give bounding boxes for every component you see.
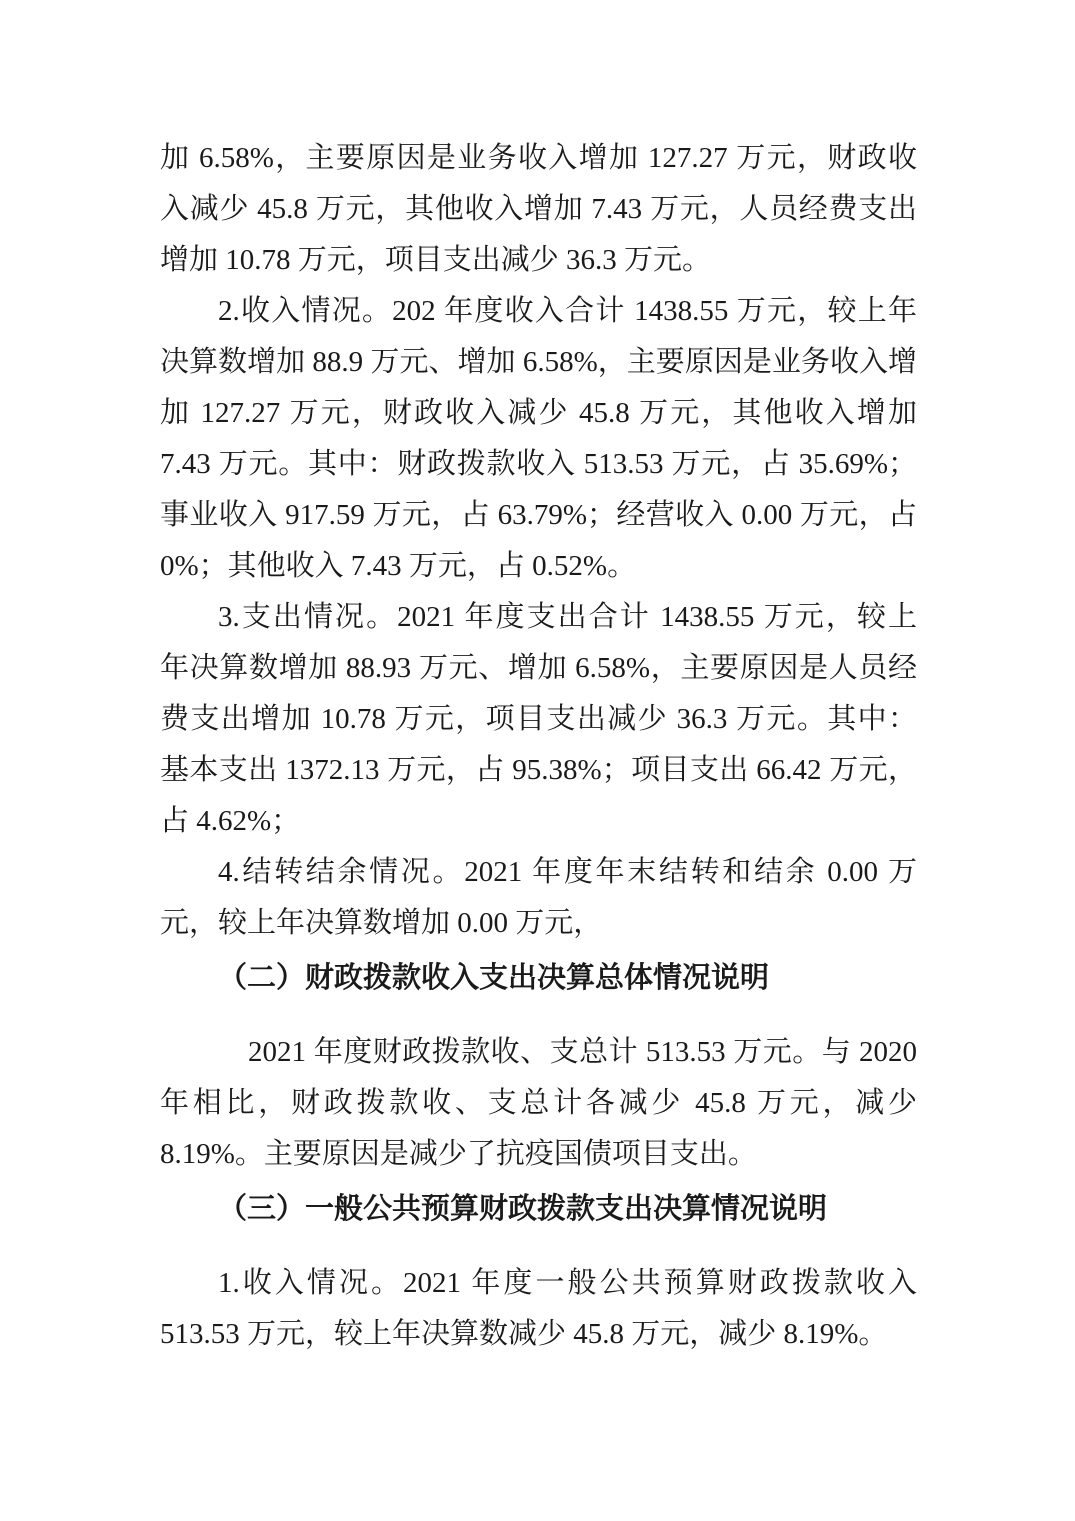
text-line: 年相比，财政拨款收、支总计各减少 45.8 万元，减少 [160,1087,917,1119]
text-line: 2021 年度财政拨款收、支总计 513.53 万元。与 2020 [248,1036,917,1068]
text-line: 加 127.27 万元，财政收入减少 45.8 万元，其他收入增加 [160,397,917,429]
text-line: 年决算数增加 88.93 万元、增加 6.58%，主要原因是人员经 [160,652,917,684]
text-line: 7.43 万元。其中：财政拨款收入 513.53 万元，占 35.69%； [160,448,917,480]
text-line: 3.支出情况。2021 年度支出合计 1438.55 万元，较上 [218,601,917,633]
document-body [160,133,917,1360]
text-line: 元，较上年决算数增加 0.00 万元， [160,907,603,939]
section-heading: （二）财政拨款收入支出决算总体情况说明 [218,962,770,994]
text-line: 基本支出 1372.13 万元，占 95.38%；项目支出 66.42 万元， [160,754,917,786]
text-line: 8.19%。主要原因是减少了抗疫国债项目支出。 [160,1138,757,1170]
text-line: 1.收入情况。2021 年度一般公共预算财政拨款收入 [218,1267,917,1299]
text-line: 决算数增加 88.9 万元、增加 6.58%，主要原因是业务收入增 [160,346,917,378]
text-line: 费支出增加 10.78 万元，项目支出减少 36.3 万元。其中： [160,703,917,735]
text-line: 入减少 45.8 万元，其他收入增加 7.43 万元，人员经费支出 [160,193,917,225]
text-line: 加 6.58%，主要原因是业务收入增加 127.27 万元，财政收 [160,142,917,174]
text-line: 占 4.62%； [160,805,301,837]
text-line: 事业收入 917.59 万元，占 63.79%；经营收入 0.00 万元，占 [160,499,917,531]
text-line: 513.53 万元，较上年决算数减少 45.8 万元，减少 8.19%。 [160,1318,888,1350]
section-heading: （三）一般公共预算财政拨款支出决算情况说明 [218,1193,828,1225]
text-line: 0%；其他收入 7.43 万元，占 0.52%。 [160,550,637,582]
text-line: 2.收入情况。202 年度收入合计 1438.55 万元，较上年 [218,295,917,327]
text-line: 4.结转结余情况。2021 年度年末结转和结余 0.00 万 [218,856,917,888]
text-line: 增加 10.78 万元，项目支出减少 36.3 万元。 [160,244,712,276]
